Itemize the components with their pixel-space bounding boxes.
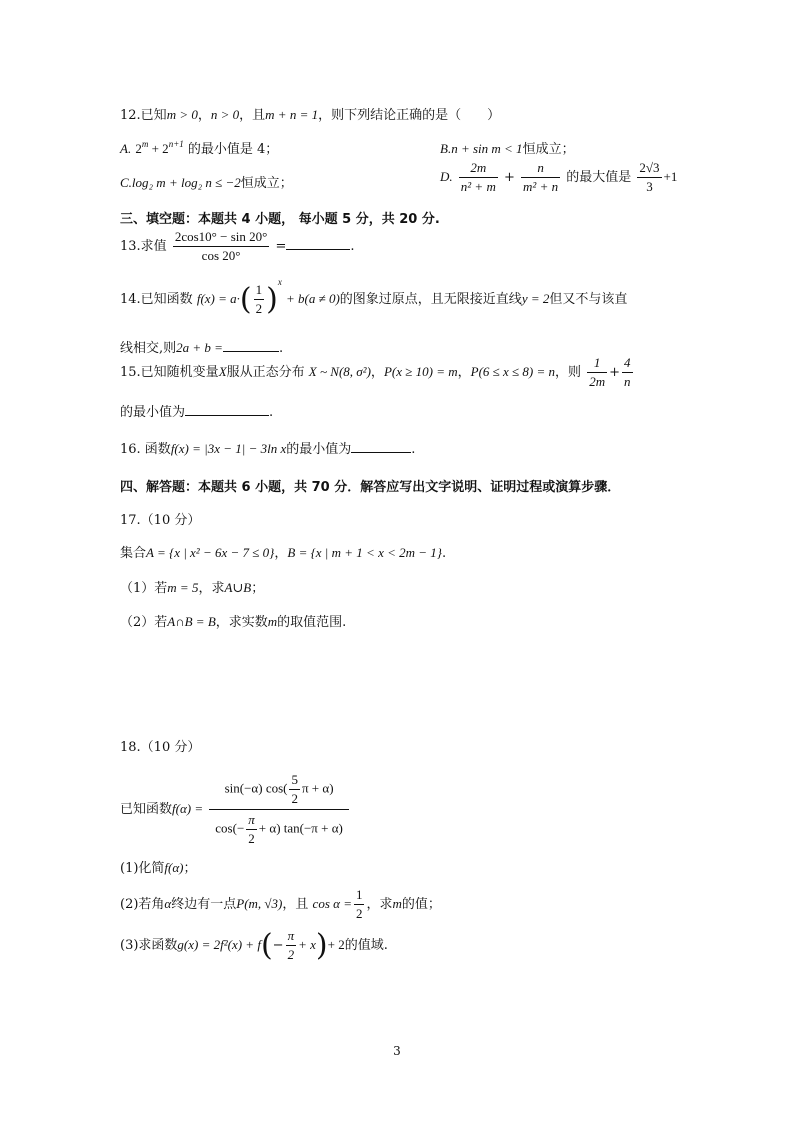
q15-answer-blank[interactable]	[185, 403, 269, 416]
q14-line2: 线相交,则2a + b = .	[120, 340, 284, 356]
q13: 13.求值 $\frac{2\cos 10^\circ - \sin 20^\circ}{\cos 20^\circ}$ = .	[120, 229, 355, 263]
q17-sets: 集合A = {x | x² − 6x − 7 ≤ 0}，B = {x | m + 1 < x < 2m − 1}.	[120, 545, 447, 561]
q17-part2: （2）若A∩B = B，求实数m的取值范围.	[120, 614, 347, 630]
q18-pi-half-fraction: $\frac{\pi}{2}$	[287, 928, 295, 962]
q18-num-inner-fraction: $\frac{5}{2}$	[291, 772, 298, 806]
section4-title: 四、解答题：本题共 6 小题，共 70 分．解答应写出文字说明、证明过程或演算步骤．	[120, 480, 621, 495]
q16-answer-blank[interactable]	[351, 440, 411, 453]
q12-option-c: C.log₂ m + log₂ n ≤ −2恒成立；	[120, 175, 293, 191]
q15-fraction-1: $\frac{1}{2m}$	[589, 355, 606, 389]
q14-fraction: $\frac{1}{2}$	[255, 282, 263, 316]
q18-den-inner-fraction: $\frac{\pi}{2}$	[248, 812, 255, 846]
q14-line1: 14.已知函数 f(x) = a·( $\frac{1}{2}$ )$^x$ + b(a ≠ 0)的图象过原点，且无限接近直线y = 2但又不与该直	[120, 277, 628, 317]
q15-fraction-2: $\frac{4}{n}$	[624, 355, 631, 389]
q13-answer-blank[interactable]	[286, 237, 350, 250]
q14-answer-blank[interactable]	[223, 339, 279, 352]
option-d-fraction-1: $\frac{2m}{\text{n² + m}}$	[460, 160, 496, 194]
option-d-fraction-2: $\frac{n}{\text{m² + n}}$	[523, 160, 559, 194]
q18-main-fraction: sin(−α) cos( $\frac{5}{2}$ π + α) cos(− $\frac{\pi}{2}$ + α) tan(−π + α)	[209, 772, 349, 847]
section3-title: 三、填空题：本题共 4 小题， 每小题 5 分，共 20 分.	[120, 212, 440, 227]
q18-part1: (1)化简f(α)；	[120, 860, 197, 876]
q18-cos-fraction: $\frac{1}{2}$	[355, 887, 363, 921]
q12-stem: 12.已知m > 0，n > 0，且m + n = 1，则下列结论正确的是（ ）	[120, 107, 501, 123]
q12-option-b: B.n + sin m < 1恒成立；	[440, 141, 575, 157]
q18-header: 18.（10 分）	[120, 740, 201, 755]
q12-option-d: D. $\frac{2m}{\text{n² + m}}$ + $\frac{n}{\text{m² + n}}$ 的最大值是 $\frac{2√3}{3}$ +1	[440, 160, 678, 194]
q18-function: 已知函数f(α) = sin(−α) cos( $\frac{5}{2}$ π + α) cos(− $\frac{\pi}{2}$ + α) tan(−π + α)	[120, 772, 351, 847]
q16: 16. 函数f(x) = |3x − 1| − 3ln x的最小值为 .	[120, 441, 416, 457]
q18-part2: (2)若角α终边有一点P(m, √3)，且 cos α = $\frac{1}{2}$ ，求m的值；	[120, 887, 441, 921]
q18-part3: (3)求函数g(x) = 2f²(x) + f(− $\frac{\pi}{2}$ + x)+ 2的值域.	[120, 928, 388, 963]
q13-fraction: $\frac{2\cos 10^\circ - \sin 20^\circ}{\cos 20^\circ}$	[174, 229, 268, 263]
q15-line1: 15.已知随机变量X服从正态分布 X ~ N(8, σ²)，P(x ≥ 10) = m，P(6 ≤ x ≤ 8) = n，则 $\frac{1}{2m}$ + $\frac{4}{n}$	[120, 355, 631, 389]
q12-option-a: A. $2^m + 2^{n+1}$ 的最小值是 4；	[120, 139, 279, 157]
q15-line2: 的最小值为 .	[120, 405, 274, 420]
q17-part1: （1）若m = 5，求A∪B；	[120, 580, 265, 596]
page-number: 3	[393, 1044, 401, 1058]
option-d-answer-fraction: $\frac{2√3}{3}$	[639, 160, 660, 194]
q17-header: 17.（10 分）	[120, 513, 201, 528]
